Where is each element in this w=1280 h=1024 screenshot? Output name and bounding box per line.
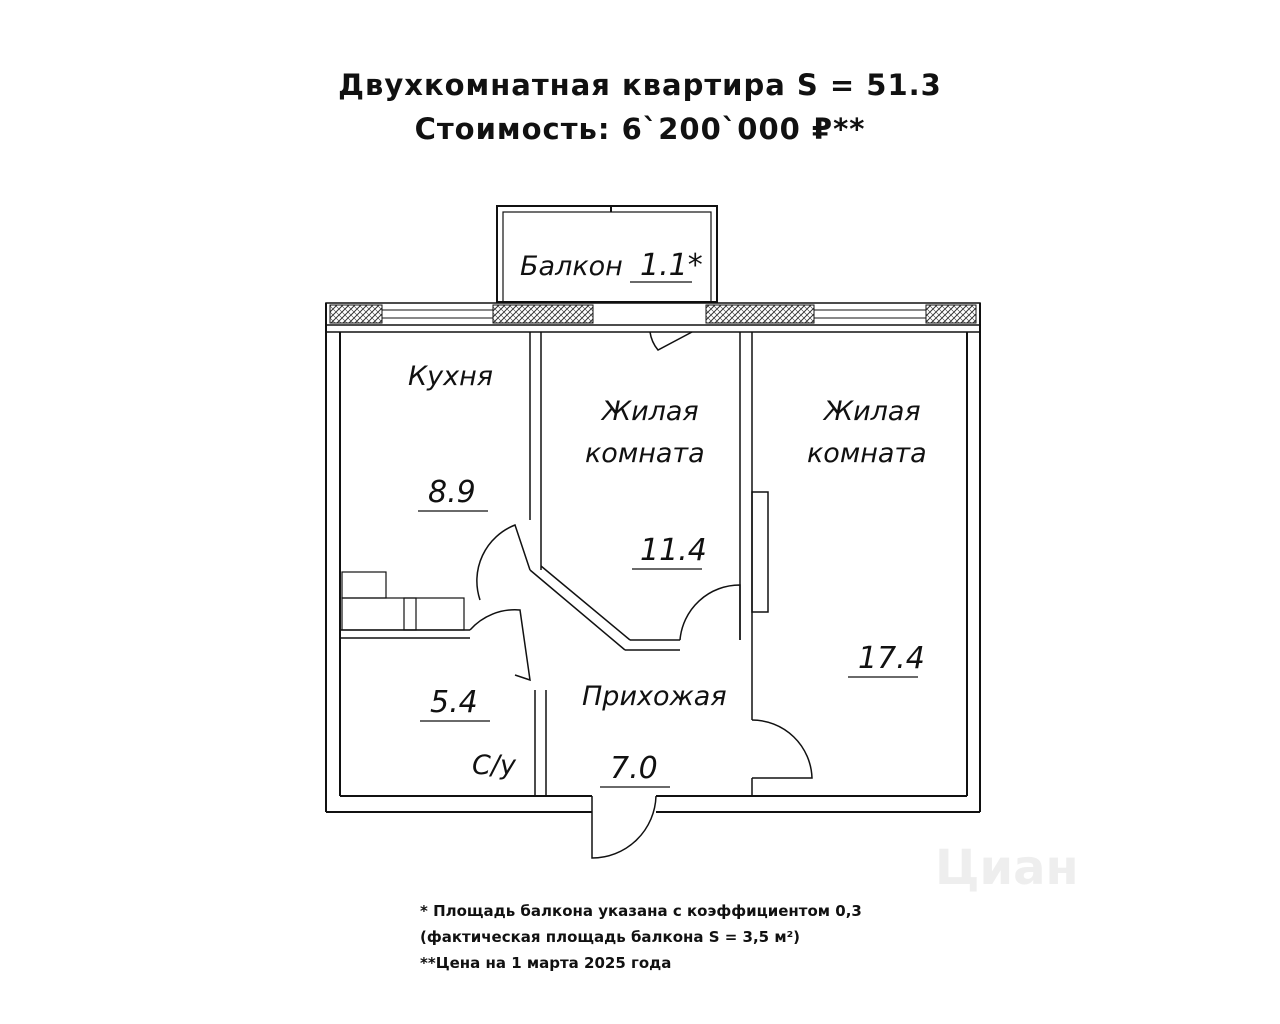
kitchen-area: 8.9	[428, 475, 476, 510]
living1-label-1: Жилая	[602, 396, 699, 427]
footnotes	[420, 898, 862, 976]
living2-area: 17.4	[858, 641, 925, 676]
living2-label-2: комната	[807, 438, 927, 469]
watermark-logo: Циан	[935, 840, 1079, 896]
price-title: Стоимость: 6`200`000 ₽**	[414, 112, 866, 146]
bathroom-label: С/у	[472, 750, 516, 781]
balcony-area: 1.1*	[640, 248, 703, 283]
balcony-label: Балкон	[520, 251, 623, 282]
living2-label-1: Жилая	[824, 396, 921, 427]
hall-area: 7.0	[610, 751, 658, 786]
apartment-title: Двухкомнатная квартира S = 51.3	[338, 68, 942, 102]
kitchen-label: Кухня	[408, 361, 494, 392]
footnote-price-date: **Цена на 1 марта 2025 года	[420, 954, 672, 972]
living1-label-2: комната	[585, 438, 705, 469]
footnote-balcony-actual: (фактическая площадь балкона S = 3,5 м²)	[420, 928, 801, 946]
footnote-balcony-coefficient: * Площадь балкона указана с коэффициентом 0,3	[420, 902, 862, 920]
living1-area: 11.4	[640, 533, 707, 568]
hall-label: Прихожая	[582, 681, 727, 712]
bathroom-area: 5.4	[430, 685, 478, 720]
